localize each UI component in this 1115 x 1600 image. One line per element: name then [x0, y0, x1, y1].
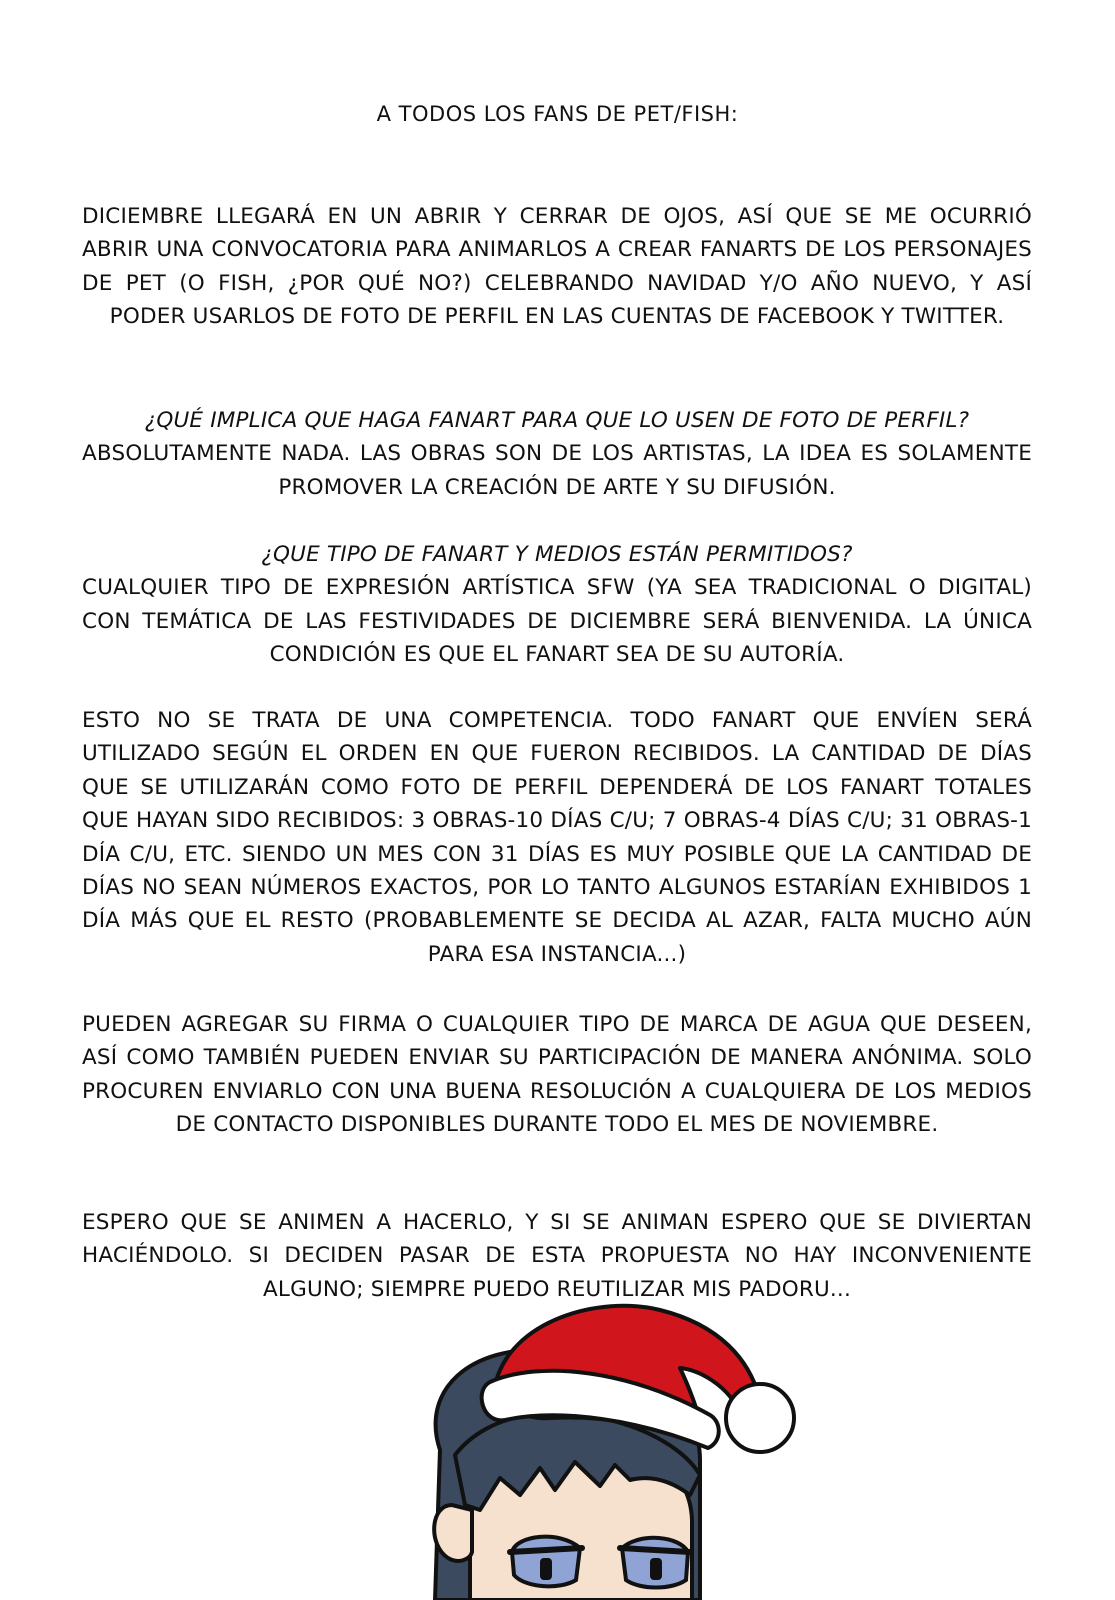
hat-pompom [726, 1384, 794, 1452]
paragraph-intro: DICIEMBRE LLEGARÁ EN UN ABRIR Y CERRAR DE OJOS, ASÍ QUE SE ME OCURRIÓ ABRIR UNA CONVOCATORIA PARA ANIMARLOS A CREAR FANARTS DE LOS PERSONAJES DE PET (O FISH, ¿POR QUÉ NO?) CELEBRANDO NAVIDAD Y/O AÑO NUEVO, Y ASÍ PODER USARLOS DE FOTO DE PERFIL EN LAS CUENTAS DE FACEBOOK Y TWITTER. [82, 204, 1032, 330]
faq-media-question: ¿QUE TIPO DE FANART Y MEDIOS ESTÁN PERMITIDOS? [261, 542, 853, 567]
character-with-santa-hat-icon [400, 1290, 820, 1600]
paragraph-submission: PUEDEN AGREGAR SU FIRMA O CUALQUIER TIPO DE MARCA DE AGUA QUE DESEEN, ASÍ COMO TAMBIÉN PUEDEN ENVIAR SU PARTICIPACIÓN DE MANERA ANÓNIMA. SOLO PROCUREN ENVIARLO CON UNA BUENA RESOLUCIÓN A CUALQUIERA DE LOS MEDIOS DE CONTACTO DISPONIBLES DURANTE TODO EL MES DE NOVIEMBRE. [82, 1012, 1032, 1138]
faq-usage-question: ¿QUÉ IMPLICA QUE HAGA FANART PARA QUE LO USEN DE FOTO DE PERFIL? [144, 408, 970, 433]
ear-shape [434, 1505, 472, 1561]
faq-media [82, 538, 1032, 672]
paragraph-closing: ESPERO QUE SE ANIMEN A HACERLO, Y SI SE ANIMAN ESPERO QUE SE DIVIERTAN HACIÉNDOLO. SI DECIDEN PASAR DE ESTA PROPUESTA NO HAY INCONVENIENTE ALGUNO; SIEMPRE PUEDO REUTILIZAR MIS PADORU... [82, 1210, 1032, 1302]
faq-usage-answer: ABSOLUTAMENTE NADA. LAS OBRAS SON DE LOS ARTISTAS, LA IDEA ES SOLAMENTE PROMOVER LA CREACIÓN DE ARTE Y SU DIFUSIÓN. [82, 441, 1032, 500]
faq-media-answer: CUALQUIER TIPO DE EXPRESIÓN ARTÍSTICA SFW (YA SEA TRADICIONAL O DIGITAL) CON TEMÁTICA DE LAS FESTIVIDADES DE DICIEMBRE SERÁ BIENVENIDA. LA ÚNICA CONDICIÓN ES QUE EL FANART SEA DE SU AUTORÍA. [82, 575, 1032, 668]
faq-usage [82, 404, 1032, 504]
letter-heading: A TODOS LOS FANS DE PET/FISH: [376, 102, 739, 126]
paragraph-schedule: ESTO NO SE TRATA DE UNA COMPETENCIA. TODO FANART QUE ENVÍEN SERÁ UTILIZADO SEGÚN EL ORDEN EN QUE FUERON RECIBIDOS. LA CANTIDAD DE DÍAS QUE SE UTILIZARÁN COMO FOTO DE PERFIL DEPENDERÁ DE LOS FANART TOTALES QUE HAYAN SIDO RECIBIDOS: 3 OBRAS-10 DÍAS C/U; 7 OBRAS-4 DÍAS C/U; 31 OBRAS-1 DÍA C/U, ETC. SIENDO UN MES CON 31 DÍAS ES MUY POSIBLE QUE LA CANTIDAD DE DÍAS NO SEAN NÚMEROS EXACTOS, POR LO TANTO ALGUNOS ESTARÍAN EXHIBIDOS 1 DÍA MÁS QUE EL RESTO (PROBABLEMENTE SE DECIDA AL AZAR, FALTA MUCHO AÚN PARA ESA INSTANCIA...) [82, 708, 1032, 967]
